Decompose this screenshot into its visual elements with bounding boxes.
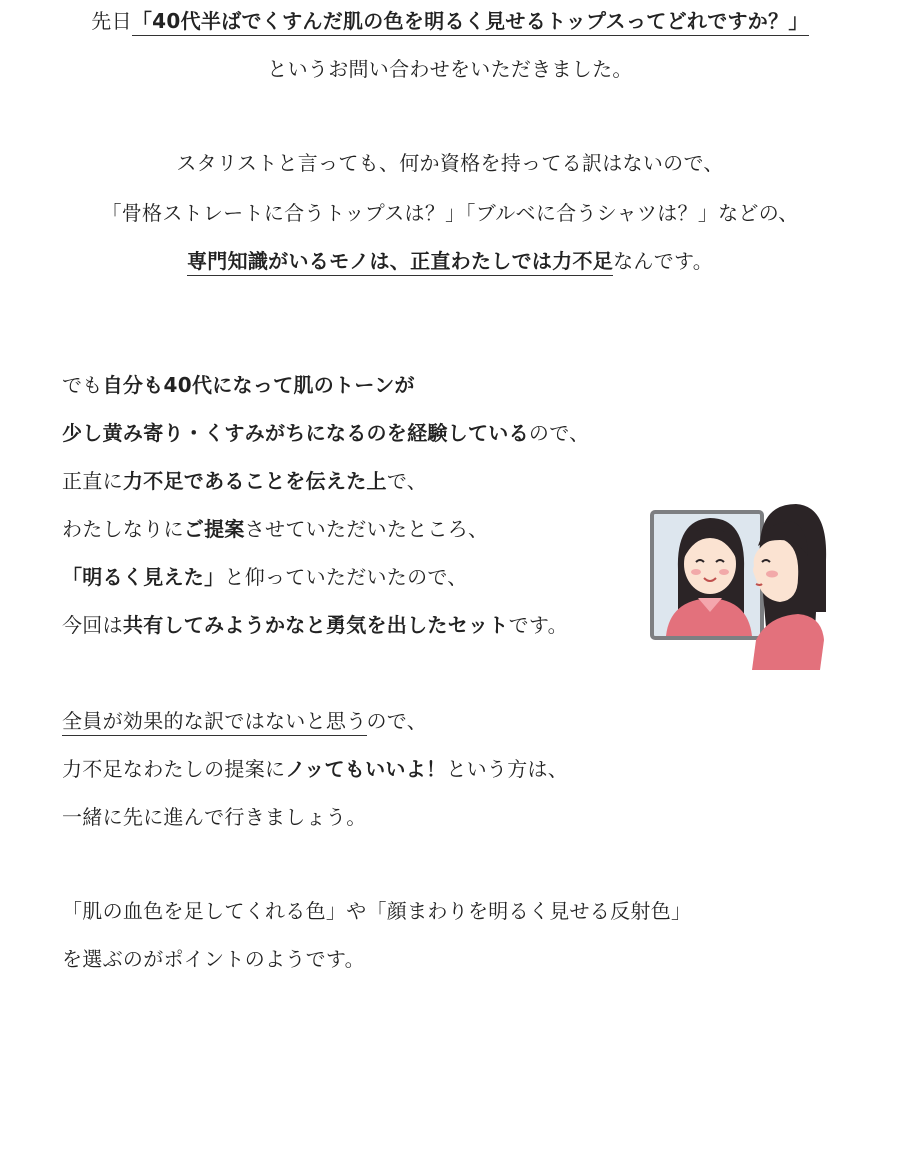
woman-mirror-illustration — [648, 500, 830, 670]
experience-line-2: 少し黄み寄り・くすみがちになるのを経験しているので、 — [62, 421, 590, 445]
question-quote: 「40代半ばでくすんだ肌の色を明るく見せるトップスってどれですか？」 — [132, 9, 809, 36]
experience-line-3: 正直に力不足であることを伝えた上で、 — [62, 469, 428, 493]
everyone-line-3: 一緒に先に進んで行きましょう。 — [62, 805, 367, 829]
stylist-line-2: 「骨格ストレートに合うトップスは？」「ブルベに合うシャツは？」などの、 — [101, 201, 799, 225]
intro-line-1: 先日「40代半ばでくすんだ肌の色を明るく見せるトップスってどれですか？」 — [0, 8, 900, 34]
stylist-line-3: 専門知識がいるモノは、正直わたしでは力不足なんです。 — [0, 248, 900, 274]
experience-line-4: わたしなりにご提案させていただいたところ、 — [62, 517, 489, 541]
point-line-2: を選ぶのがポイントのようです。 — [62, 947, 365, 971]
experience-line-5: 「明るく見えた」と仰っていただいたので、 — [62, 565, 468, 589]
everyone-line-1: 全員が効果的な訳ではないと思うので、 — [62, 708, 427, 734]
everyone-line-2: 力不足なわたしの提案にノッてもいいよ！という方は、 — [62, 757, 569, 781]
experience-line-1: でも自分も40代になって肌のトーンが — [62, 373, 415, 397]
stylist-line-1: スタリストと言っても、何か資格を持ってる訳はないので、 — [176, 151, 724, 175]
point-line-1: 「肌の血色を足してくれる色」や「顔まわりを明るく見せる反射色」 — [62, 899, 692, 923]
experience-line-6: 今回は共有してみようかなと勇気を出したセットです。 — [62, 613, 568, 637]
intro-line-2: というお問い合わせをいただきました。 — [267, 57, 633, 81]
woman-looking-in-mirror-icon — [648, 500, 830, 670]
expert-knowledge-emphasis: 専門知識がいるモノは、正直わたしでは力不足 — [187, 249, 613, 276]
